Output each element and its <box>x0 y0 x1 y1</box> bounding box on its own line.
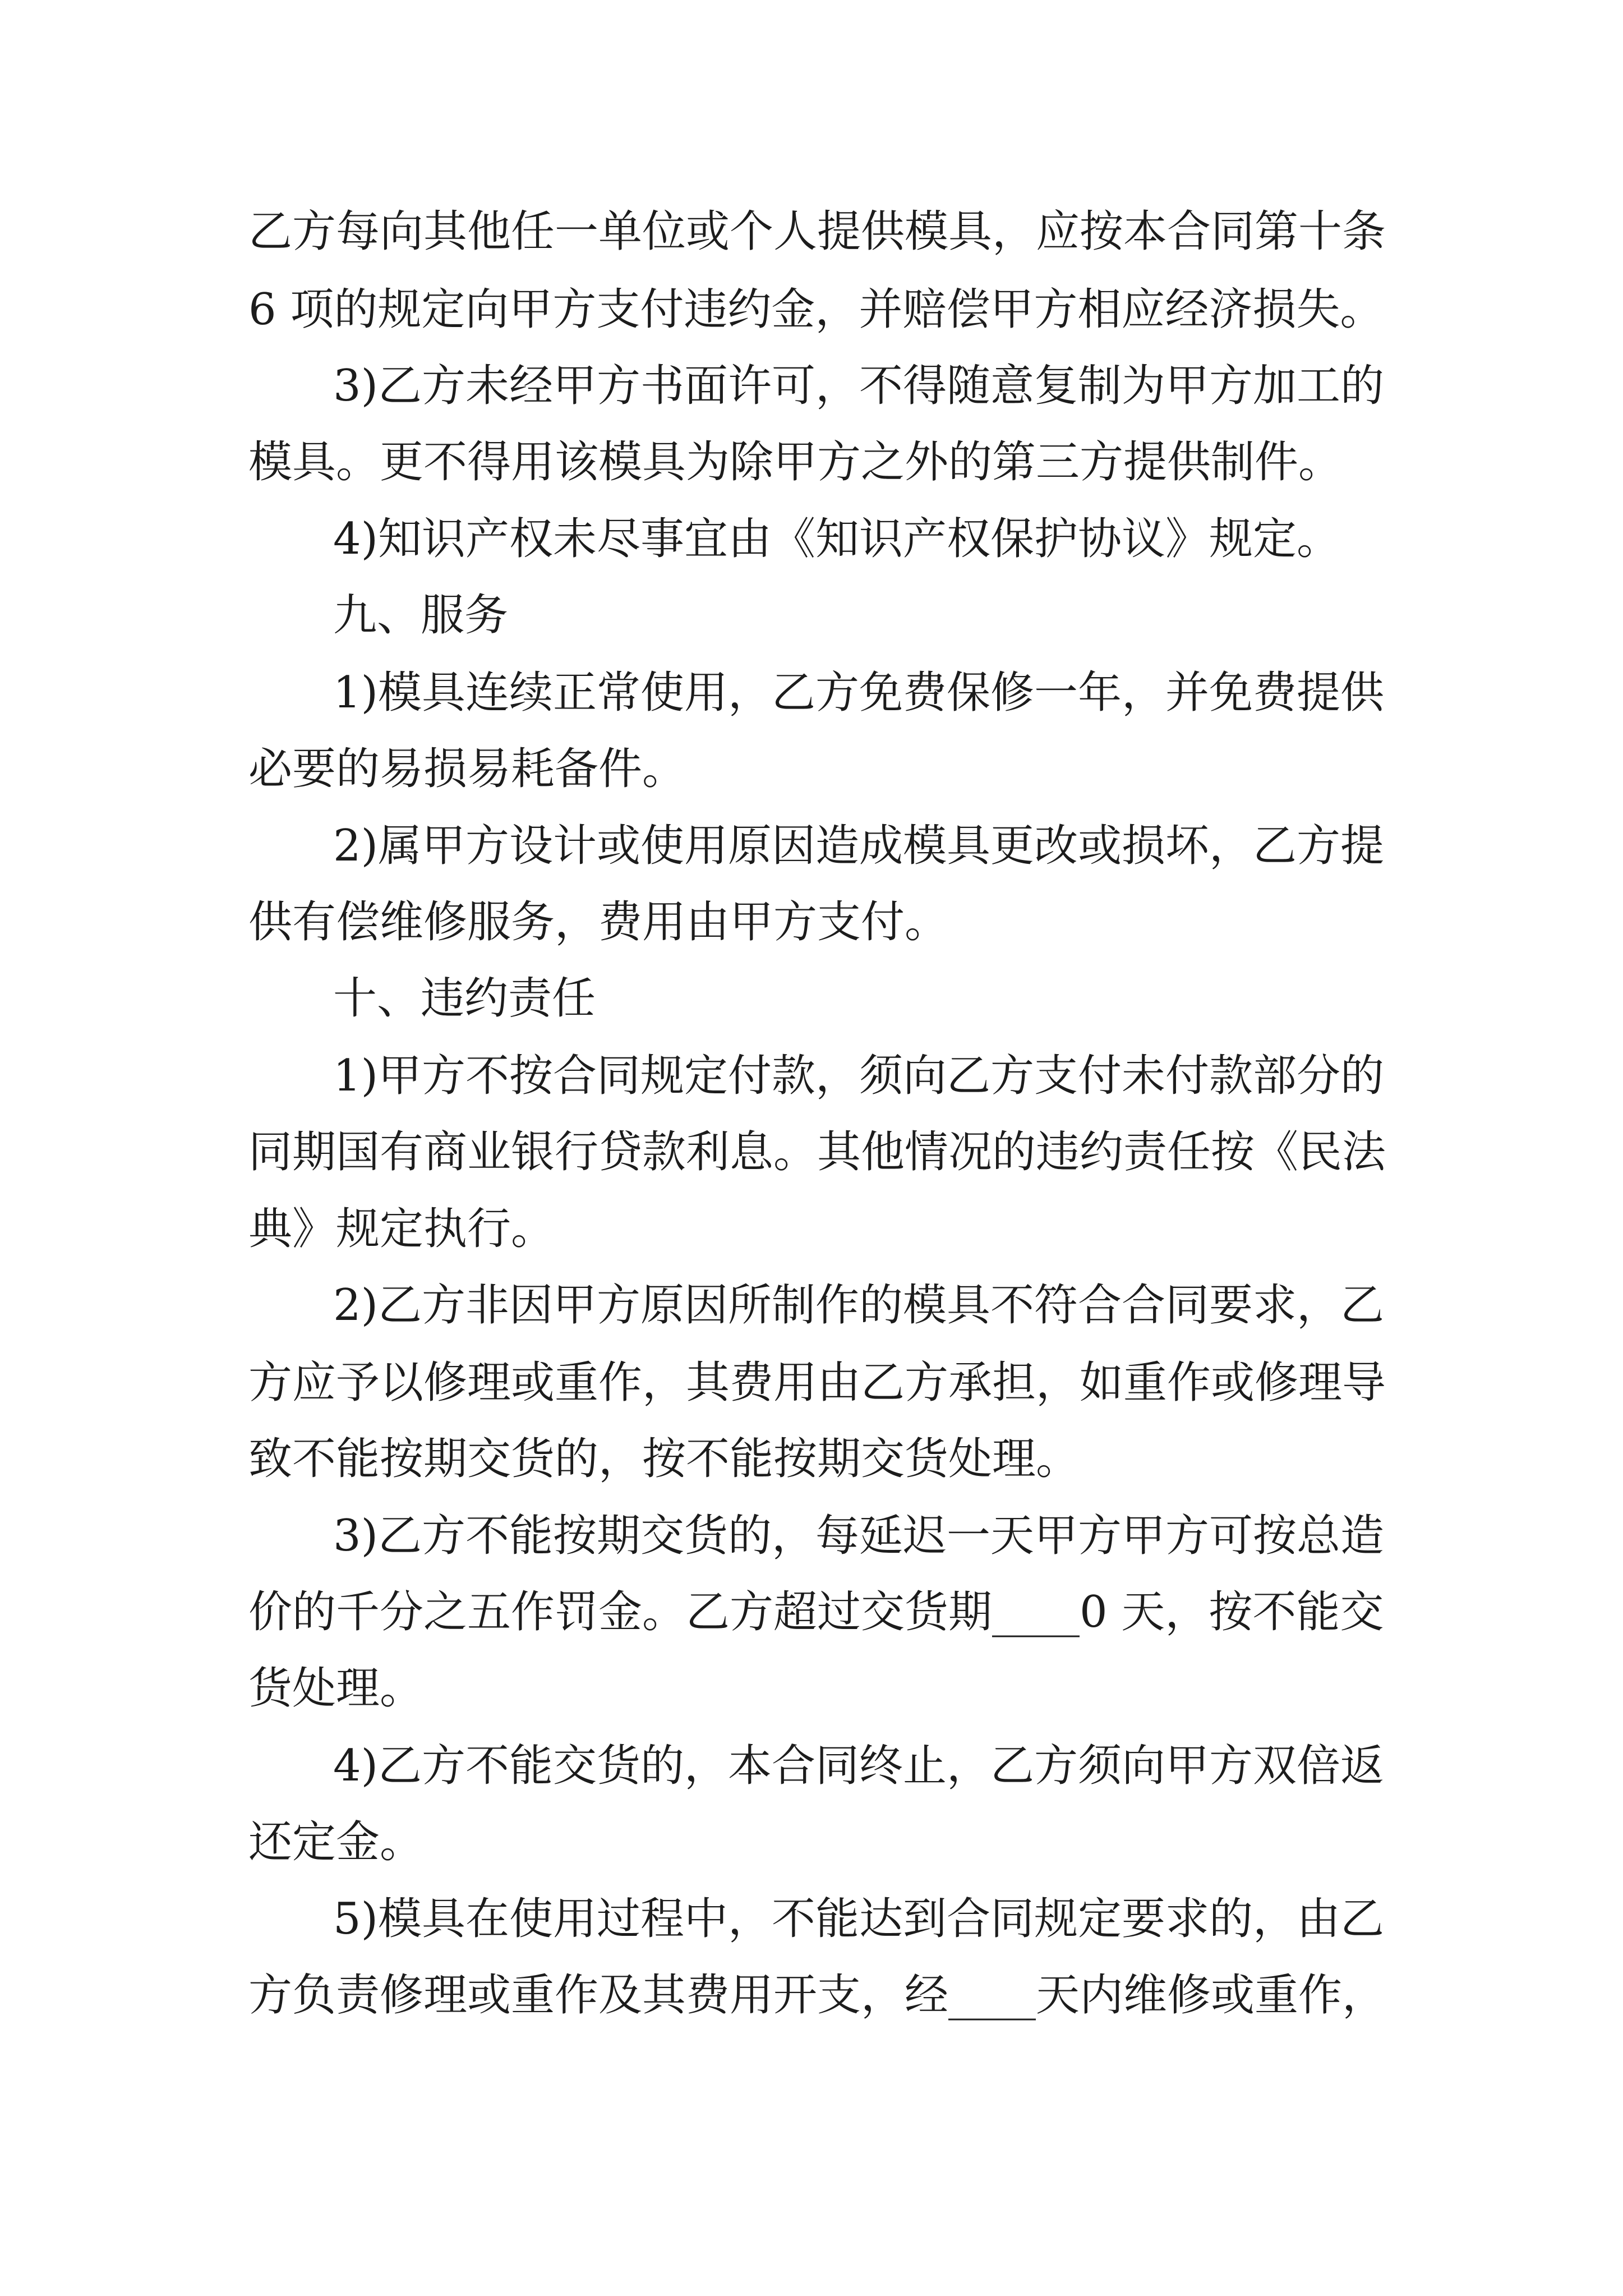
text-line: 3)乙方未经甲方书面许可，不得随意复制为甲方加工的 <box>333 361 1385 411</box>
text-line: 还定金。 <box>248 1817 424 1867</box>
text-line: 3)乙方不能按期交货的，每延迟一天甲方甲方可按总造 <box>333 1511 1385 1561</box>
text-line: 2)乙方非因甲方原因所制作的模具不符合合同要求，乙 <box>333 1280 1385 1331</box>
text-line: 同期国有商业银行贷款利息。其他情况的违约责任按《民法 <box>248 1127 1386 1177</box>
text-line: 必要的易损易耗备件。 <box>248 744 686 794</box>
text-line: 方负责修理或重作及其费用开支，经____天内维修或重作， <box>248 1970 1386 2021</box>
text-line: 供有偿维修服务，费用由甲方支付。 <box>248 897 949 947</box>
text-line: 乙方每向其他任一单位或个人提供模具，应按本合同第十条 <box>248 206 1386 257</box>
text-line: 1)甲方不按合同规定付款，须向乙方支付未付款部分的 <box>333 1051 1385 1101</box>
text-line: 4)乙方不能交货的，本合同终止，乙方须向甲方双倍返 <box>333 1741 1385 1791</box>
text-line: 方应予以修理或重作，其费用由乙方承担，如重作或修理导 <box>248 1358 1386 1408</box>
text-line: 价的千分之五作罚金。乙方超过交货期____0 天，按不能交 <box>248 1587 1384 1637</box>
section-heading: 十、违约责任 <box>333 973 596 1024</box>
text-line: 模具。更不得用该模具为除甲方之外的第三方提供制件。 <box>248 437 1343 487</box>
text-line: 5)模具在使用过程中，不能达到合同规定要求的，由乙 <box>333 1894 1385 1944</box>
text-line: 货处理。 <box>248 1663 424 1714</box>
text-line: 6 项的规定向甲方支付违约金，并赔偿甲方相应经济损失。 <box>248 284 1384 335</box>
text-line: 4)知识产权未尽事宜由《知识产权保护协议》规定。 <box>333 514 1341 564</box>
text-line: 致不能按期交货的，按不能按期交货处理。 <box>248 1434 1080 1484</box>
section-heading: 九、服务 <box>333 590 509 641</box>
text-line: 2)属甲方设计或使用原因造成模具更改或损坏，乙方提 <box>333 821 1385 871</box>
text-line: 1)模具连续正常使用，乙方免费保修一年，并免费提供 <box>333 668 1385 718</box>
text-line: 典》规定执行。 <box>248 1204 555 1254</box>
